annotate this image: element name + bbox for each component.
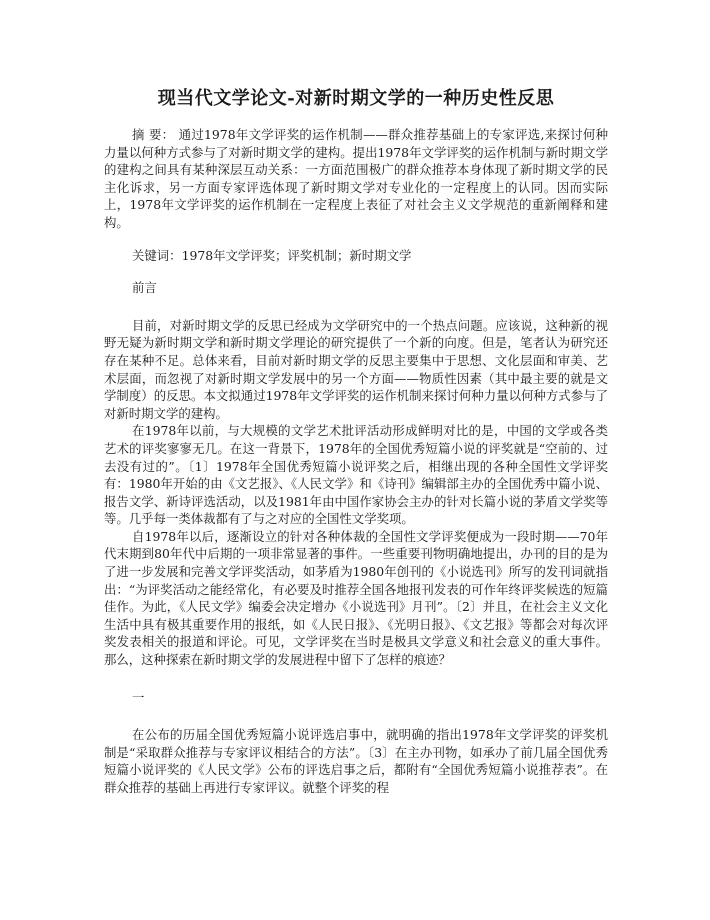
page-title: 现当代文学论文-对新时期文学的一种历史性反思 xyxy=(157,88,555,109)
body-paragraph: 自1978年以后，逐渐设立的针对各种体裁的全国性文学评奖便成为一段时期——70年代末期到80年代中后期的一项非常显著的事件。一些重要刊物明确地提出，办刊的目的是为了进一步发展和完善文学评奖活动，如茅盾为1980年创刊的《小说选刊》所写的发刊词就指出：“为评奖活动之能经常化，有必要及时推荐全国各地报刊发表的可作年终评奖候选的短篇佳作。为此，《人民文学》编委会决定增办《小说选刊》月刊”。〔2〕并且，在社会主义文化生活中具有极其重要作用的报纸，如《人民日报》、《光明日报》、《文艺报》等都会对每次评奖发表相关的报道和评论。可见，文学评奖在当时是极具文学意义和社会意义的重大事件。那么，这种探索在新时期文学的发展进程中留下了怎样的痕迹？ xyxy=(104,528,608,668)
keywords-text: 1978年文学评奖；评奖机制；新时期文学 xyxy=(181,247,412,263)
abstract-text: 通过1978年文学评奖的运作机制——群众推荐基础上的专家评选,来探讨何种力量以何种方式参与了对新时期文学的建构。提出1978年文学评奖的运作机制与新时期文学的建构之间具有某种深层互动关系：一方面范围极广的群众推荐本身体现了新时期文学的民主化诉求，另一方面专家评选体现了新时期文学对专业化的一定程度上的认同。因而实际上，1978年文学评奖的运作机制在一定程度上表征了对社会主义文学规范的重新阐释和建构。 xyxy=(104,127,608,230)
keywords-paragraph xyxy=(104,247,608,265)
preface-heading: 前言 xyxy=(132,280,157,296)
keywords-label: 关键词： xyxy=(132,247,182,263)
body-paragraph: 在1978年以前，与大规模的文学艺术批评活动形成鲜明对比的是，中国的文学或各类艺术的评奖寥寥无几。在这一背景下，1978年的全国优秀短篇小说的评奖就是“空前的、过去没有过的”。〔1〕1978年全国优秀短篇小说评奖之后，相继出现的各种全国性文学评奖有：1980年开始的由《文艺报》、《人民文学》和《诗刊》编辑部主办的全国优秀中篇小说、报告文学、新诗评选活动，以及1981年由中国作家协会主办的针对长篇小说的茅盾文学奖等等。几乎每一类体裁都有了与之对应的全国性文学奖项。 xyxy=(104,423,608,527)
section-one-heading: 一 xyxy=(132,689,145,705)
section-one-paragraph: 在公布的历届全国优秀短篇小说评选启事中，就明确的指出1978年文学评奖的评奖机制是“采取群众推荐与专家评议相结合的方法”。〔3〕在主办刊物，如承办了前几届全国优秀短篇小说评奖的《人民文学》公布的评选启事之后，都附有“全国优秀短篇小说推荐表”。在群众推荐的基础上再进行专家评议。就整个评奖的程 xyxy=(104,727,608,795)
abstract-paragraph xyxy=(104,126,608,232)
document-page xyxy=(104,86,608,797)
body-paragraph: 目前，对新时期文学的反思已经成为文学研究中的一个热点问题。应该说，这种新的视野无疑为新时期文学和新时期文学理论的研究提供了一个新的向度。但是，笔者认为研究还存在某种不足。总体来看，目前对新时期文学的反思主要集中于思想、文化层面和审美、艺术层面，而忽视了对新时期文学发展中的另一个方面——物质性因素（其中最主要的就是文学制度）的反思。本文拟通过1978年文学评奖的运作机制来探讨何种力量以何种方式参与了对新时期文学的建构。 xyxy=(104,317,608,421)
abstract-label: 摘 要： xyxy=(132,127,175,142)
